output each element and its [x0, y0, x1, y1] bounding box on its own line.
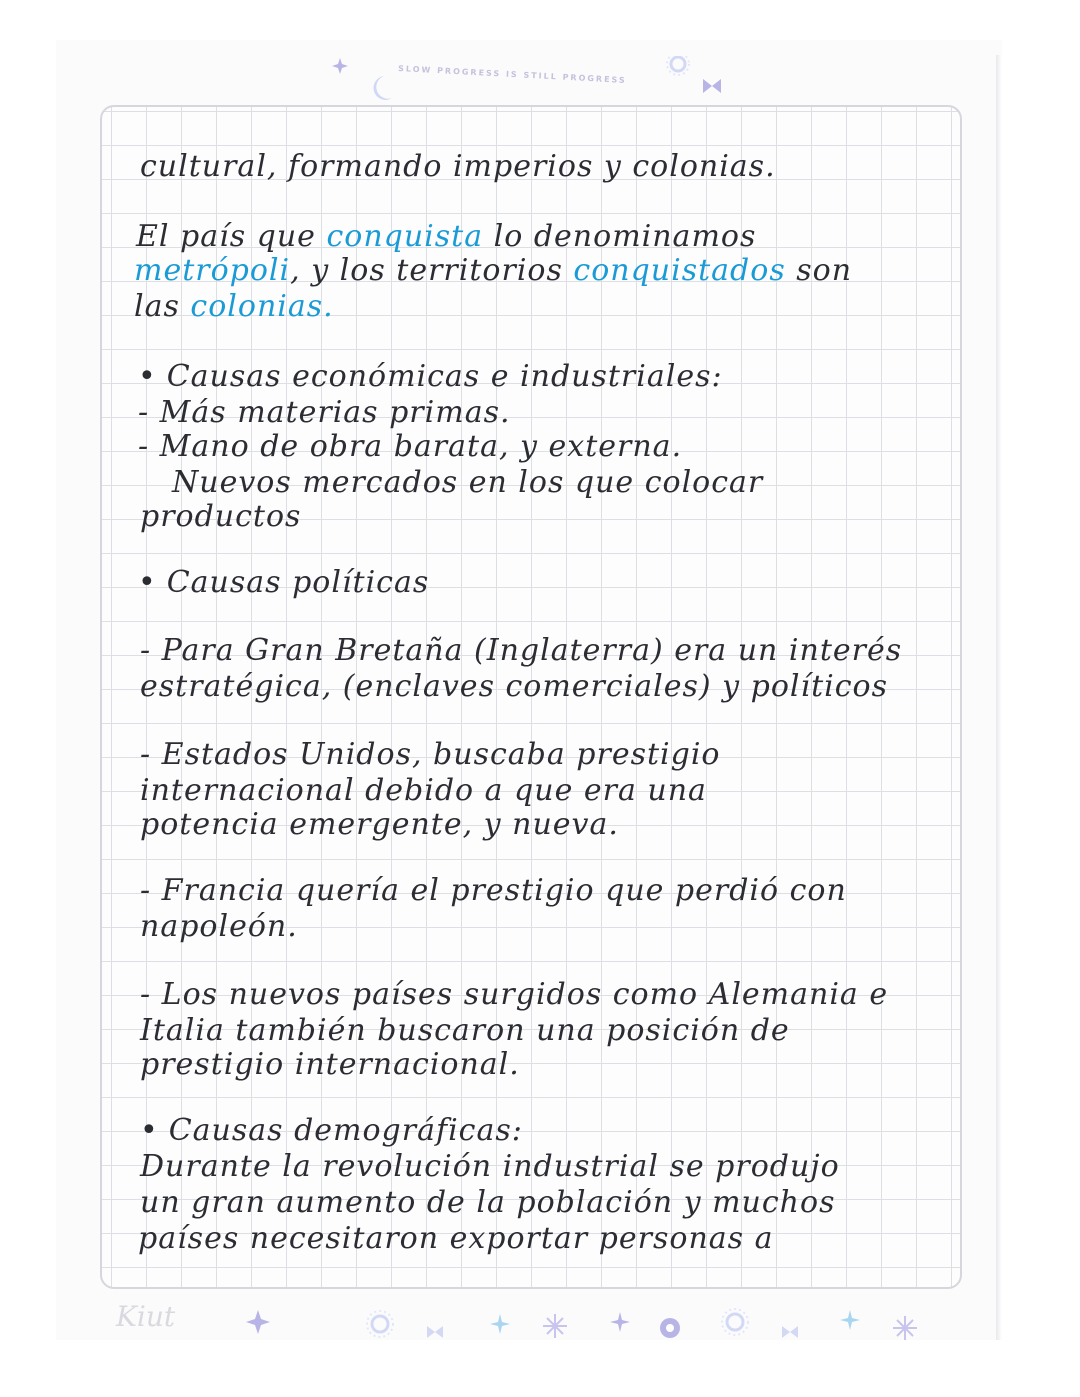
- note-line: - Los nuevos países surgidos como Alemania e: [140, 977, 889, 1012]
- note-line: internacional debido a que era una: [140, 773, 707, 808]
- page-edge: [996, 55, 1002, 1340]
- note-line: Italia también buscaron una posición de: [140, 1013, 790, 1048]
- sparkle-icon: [246, 1310, 270, 1334]
- sparkle-icon: [332, 58, 348, 74]
- note-line: - Para Gran Bretaña (Inglaterra) era un interés: [140, 633, 903, 668]
- banner-slogan: SLOW PROGRESS IS STILL PROGRESS: [397, 64, 627, 85]
- burst-icon: [893, 1316, 917, 1340]
- note-line: El país que conquista lo denominamos: [136, 219, 757, 254]
- sun-icon: [667, 56, 689, 75]
- moon-icon: [313, 1314, 328, 1338]
- note-line: - Francia quería el prestigio que perdió con: [140, 873, 847, 908]
- note-line: estratégica, (enclaves comerciales) y políticos: [140, 669, 889, 704]
- note-line: Durante la revolución industrial se produjo: [140, 1149, 840, 1184]
- note-line: - Mano de obra barata, y externa.: [138, 429, 683, 464]
- bullet-icon: •: [140, 1113, 159, 1148]
- note-line: productos: [140, 499, 302, 534]
- note-line: potencia emergente, y nueva.: [140, 807, 619, 842]
- note-line: - Estados Unidos, buscaba prestigio: [140, 737, 721, 772]
- note-line: - Más materias primas.: [138, 395, 511, 430]
- keyword: colonias.: [190, 289, 334, 324]
- sun-icon: [722, 1309, 748, 1335]
- sun-icon: [367, 1311, 393, 1337]
- keyword: conquistados: [573, 253, 786, 288]
- note-line: un gran aumento de la población y muchos: [140, 1185, 836, 1220]
- burst-icon: [543, 1314, 567, 1338]
- keyword: metrópoli: [134, 253, 291, 288]
- star-icon: [490, 1314, 510, 1334]
- section-heading: • Causas demográficas:: [140, 1113, 523, 1148]
- bullet-icon: •: [138, 359, 157, 394]
- section-heading: • Causas económicas e industriales:: [138, 359, 723, 394]
- note-line: prestigio internacional.: [140, 1047, 520, 1082]
- bottom-decoration: [230, 1300, 930, 1350]
- brand-logo: Kiut: [116, 1300, 176, 1333]
- bow-icon: [782, 1326, 798, 1338]
- flower-icon: [660, 1318, 680, 1338]
- note-line: cultural, formando imperios y colonias.: [140, 149, 776, 184]
- note-line: países necesitaron exportar personas a: [138, 1221, 774, 1256]
- bullet-icon: •: [138, 565, 157, 600]
- bow-icon: [427, 1326, 443, 1338]
- note-line: napoleón.: [140, 909, 298, 944]
- section-heading: • Causas políticas: [138, 565, 430, 600]
- top-decoration: [0, 56, 1080, 106]
- note-line: metrópoli, y los territorios conquistados son: [134, 253, 853, 288]
- note-line: Nuevos mercados en los que colocar: [172, 465, 764, 500]
- star-icon: [840, 1310, 860, 1330]
- keyword: conquista: [326, 219, 484, 254]
- sparkle-icon: [610, 1312, 630, 1332]
- moon-icon: [374, 76, 392, 100]
- note-line: las colonias.: [134, 289, 334, 324]
- bow-icon: [703, 79, 721, 93]
